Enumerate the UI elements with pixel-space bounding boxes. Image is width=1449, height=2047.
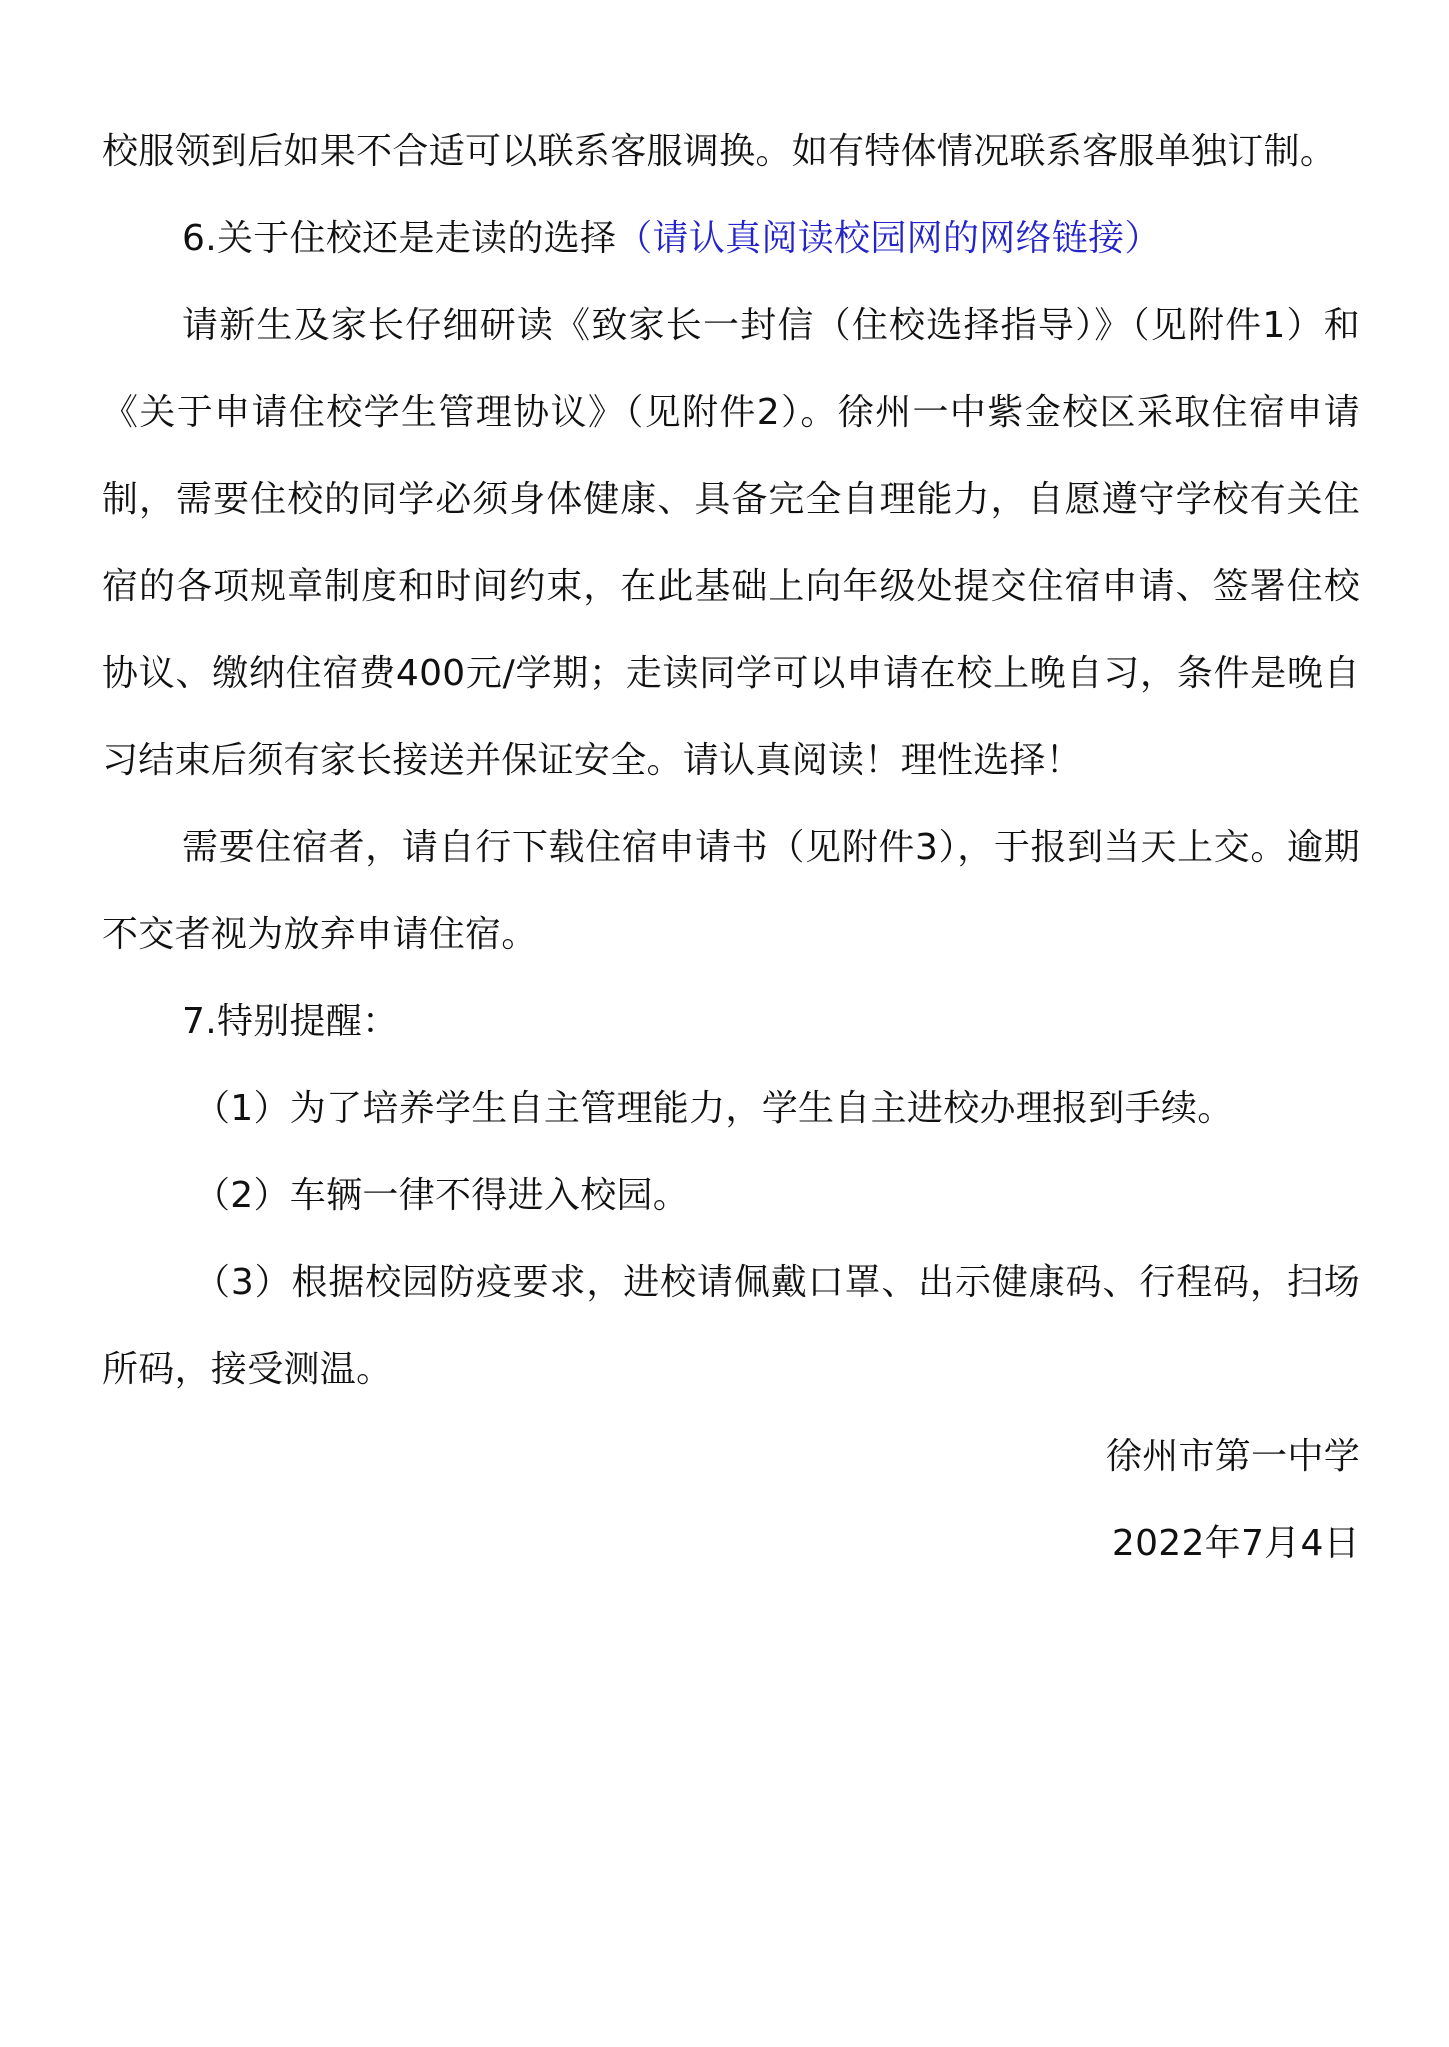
reminder-item-3: （3）根据校园防疫要求，进校请佩戴口罩、出示健康码、行程码，扫场所码，接受测温。 (102, 1262, 1360, 1390)
section-6-heading-line (102, 195, 1360, 282)
boarding-application-paragraph: 需要住宿者，请自行下载住宿申请书（见附件3），于报到当天上交。逾期不交者视为放弃申请住宿。 (102, 827, 1360, 955)
document-body (102, 108, 1360, 1587)
section-7-heading: 7.特别提醒： (182, 1001, 399, 1042)
campus-network-link[interactable]: （请认真阅读校园网的网络链接） (616, 218, 1161, 259)
reminder-item-2: （2）车辆一律不得进入校园。 (194, 1175, 690, 1216)
reminder-item-1: （1）为了培养学生自主管理能力，学生自主进校办理报到手续。 (194, 1088, 1234, 1129)
uniform-exchange-paragraph: 校服领到后如果不合适可以联系客服调换。如有特体情况联系客服单独订制。 (102, 131, 1337, 172)
signature-organization: 徐州市第一中学 (1105, 1436, 1360, 1477)
signature-date: 2022年7月4日 (1111, 1523, 1360, 1564)
section-6-heading: 6.关于住校还是走读的选择 (182, 218, 617, 259)
boarding-guidance-paragraph: 请新生及家长仔细研读《致家长一封信（住校选择指导）》（见附件1）和《关于申请住校学生管理协议》（见附件2）。徐州一中紫金校区采取住宿申请制，需要住校的同学必须身体健康、具备完全自理能力，自愿遵守学校有关住宿的各项规章制度和时间约束，在此基础上向年级处提交住宿申请、签署住校协议、缴纳住宿费400元/学期；走读同学可以申请在校上晚自习，条件是晚自习结束后须有家长接送并保证安全。请认真阅读！理性选择！ (102, 305, 1360, 781)
